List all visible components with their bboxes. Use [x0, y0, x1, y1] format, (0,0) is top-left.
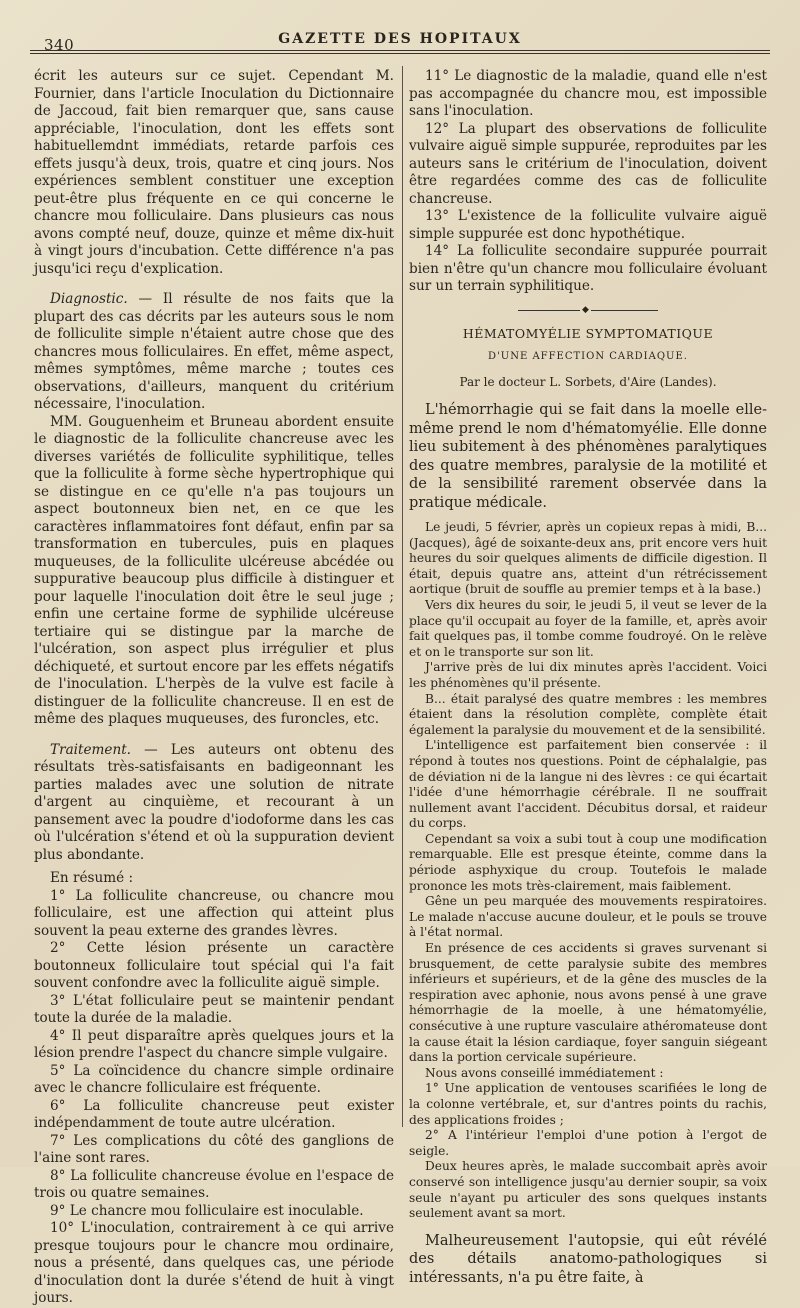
- diagnostic-text: — Il résulte de nos faits que la plupart des cas décrits par les auteurs sous le nom de folliculite simple n'étaient autre chose que des chancres mous folliculaires. En effet, même aspect, mêmes symptômes, même marche ; toutes ces observations, d'ailleurs, manquent du critérium nécessaire, l'inoculation.: [34, 291, 394, 412]
- list-item: 3° L'état folliculaire peut se maintenir pendant toute la durée de la maladie.: [34, 992, 394, 1026]
- list-item: 14° La folliculite secondaire suppurée pourrait bien n'être qu'un chancre mou folliculaire évoluant sur un terrain syphilitique.: [409, 243, 767, 294]
- left-column: [34, 68, 394, 1306]
- list-item: 8° La folliculite chancreuse évolue en l'espace de trois ou quatre semaines.: [34, 1167, 394, 1201]
- article-byline: Par le docteur L. Sorbets, d'Aire (Landes).: [459, 374, 717, 389]
- traitement-label: Traitement.: [50, 741, 131, 758]
- list-item: 7° Les complications du côté des ganglions de l'aine sont rares.: [34, 1132, 394, 1166]
- case-paragraph: En présence de ces accidents si graves survenant si brusquement, de cette paralysie subite des membres inférieurs et supérieurs, et de la gêne des muscles de la respiration avec aphonie, nous avons pensé à une grave hémorrhagie de la moelle, à une hématomyélie, consécutive à une rupture vasculaire athéromateuse dont la cause était la lésion cardiaque, foyer sanguin siégeant dans la portion cervicale supérieure.: [409, 941, 767, 1065]
- list-item: 4° Il peut disparaître après quelques jours et la lésion prendre l'aspect du chancre simple vulgaire.: [34, 1027, 394, 1061]
- conclusions-list: [409, 68, 767, 296]
- resume-list: [34, 888, 394, 1308]
- list-item: 10° L'inoculation, contrairement à ce qui arrive presque toujours pour le chancre mou ordinaire, nous a présenté, dans quelques cas, une période d'inoculation dont la durée s'étend de huit à vingt jours.: [34, 1220, 394, 1306]
- journal-title: GAZETTE DES HOPITAUX: [278, 31, 522, 47]
- list-item: 9° Le chancre mou folliculaire est inoculable.: [50, 1202, 364, 1219]
- case-paragraph: Vers dix heures du soir, le jeudi 5, il veut se lever de la place qu'il occupait au foyer de la famille, et, après avoir fait quelques pas, il tombe comme foudroyé. On le relève et on le transporte sur son lit.: [409, 597, 767, 659]
- intro-paragraph: écrit les auteurs sur ce sujet. Cependant M. Fournier, dans l'article Inoculation du Dictionnaire de Jaccoud, fait bien remarquer que, sans cause appréciable, l'inoculation, dont les effets sont habituellemdnt immédiats, retarde parfois ces effets jusqu'à deux, trois, quatre et cinq jours. Nos expériences semblent constituer une exception peut-être plus fréquente en ce qui concerne le chancre mou folliculaire. Dans plusieurs cas nous avons compté neuf, douze, quinze et même dix-huit à vingt jours d'incubation. Cette différence n'a pas jusqu'ici reçu d'explication.: [34, 68, 394, 277]
- lead-paragraph: L'hémorrhagie qui se fait dans la moelle elle-même prend le nom d'hématomyélie. Elle donne lieu subitement à des phénomènes paralytiques des quatre membres, paralysie de la motilité et de la sensibilité rarement observée dans la pratique médicale.: [409, 402, 767, 511]
- page-number: 340: [44, 36, 75, 54]
- list-item: 11° Le diagnostic de la maladie, quand elle n'est pas accompagnée du chancre mou, est impossible sans l'inoculation.: [409, 68, 767, 119]
- list-item: 12° La plupart des observations de folliculite vulvaire aiguë simple suppurée, reproduites par les auteurs sans le critérium de l'inoculation, doivent être regardées comme des cas de folliculite chancreuse.: [409, 120, 767, 207]
- case-paragraph: Gêne un peu marquée des mouvements respiratoires. Le malade n'accuse aucune douleur, et le pouls se trouve à l'état normal.: [409, 894, 767, 940]
- case-paragraph: J'arrive près de lui dix minutes après l'accident. Voici les phénomènes qu'il présente.: [409, 660, 767, 690]
- case-paragraph: Nous avons conseillé immédiatement :: [425, 1065, 664, 1080]
- list-item: 5° La coïncidence du chancre simple ordinaire avec le chancre folliculaire est fréquente.: [34, 1062, 394, 1096]
- case-paragraph: 2° A l'intérieur l'emploi d'une potion à l'ergot de seigle.: [409, 1128, 767, 1158]
- list-item: 6° La folliculite chancreuse peut exister indépendamment de toute autre ulcération.: [34, 1097, 394, 1131]
- traitement-text: — Les auteurs ont obtenu des résultats très-satisfaisants en badigeonnant les parties malades avec une solution de nitrate d'argent au cinquième, et recourant à un pansement avec la poudre d'iodoforme dans les cas où l'ulcération s'étend et où la suppuration devient plus abondante.: [34, 741, 394, 863]
- list-item: 13° L'existence de la folliculite vulvaire aiguë simple suppurée est donc hypothétique.: [409, 208, 767, 242]
- diagnostic-label: Diagnostic.: [50, 291, 128, 307]
- page-header: [30, 28, 770, 60]
- column-divider: [402, 66, 403, 1127]
- case-paragraph: B... était paralysé des quatre membres : les membres étaient dans la résolution complète, complète était également la paralysie du mouvement et de la sensibilité.: [409, 691, 767, 737]
- right-column: [409, 68, 767, 1286]
- closing-paragraph: Malheureusement l'autopsie, qui eût révélé des détails anatomo-pathologiques si intéressants, n'a pu être faite, à: [409, 1232, 767, 1286]
- diagnostic-paragraph: [34, 291, 394, 414]
- article-title: HÉMATOMYÉLIE SYMPTOMATIQUE: [462, 325, 714, 341]
- list-item: 1° La folliculite chancreuse, ou chancre mou folliculaire, est une affection qui atteint plus souvent la peau externe des grandes lèvres.: [34, 887, 394, 939]
- diagnostic-paragraph-2: MM. Gouguenheim et Bruneau abordent ensuite le diagnostic de la folliculite chancreuse avec les diverses variétés de folliculite syphilitique, telles que la folliculite à forme sèche hypertrophique qui se distingue en ce qu'elle n'a pas toujours un aspect boutonneux bien net, en ce que les caractères inflammatoires font défaut, enfin par sa transformation en tubercules, puis en plaques muqueuses, de la folliculite ulcéreuse abcédée ou suppurative beaucoup plus difficile à distinguer et pour laquelle l'inoculation doit être le seul juge ; enfin une certaine forme de syphilide ulcéreuse tertiaire qui se distingue par la marche de l'ulcération, son aspect plus irrégulier et plus déchiqueté, et surtout encore par les effets négatifs de l'inoculation. L'herpès de la vulve est facile à distinguer de la folliculite chancreuse. Il en est de même des plaques muqueuses, des furoncles, etc.: [34, 413, 394, 727]
- case-paragraph: L'intelligence est parfaitement bien conservée : il répond à toutes nos questions. Point de céphalalgie, pas de déviation ni de la langue ni des lèvres : ce qui écartait l'idée d'une hémorrhagie cérébrale. Il ne souffrait nullement avant l'accident. Décubitus dorsal, et raideur du corps.: [409, 738, 767, 831]
- resume-heading: En résumé :: [50, 870, 134, 886]
- header-rule: [30, 50, 770, 54]
- traitement-paragraph: [34, 742, 394, 865]
- list-item: 2° Cette lésion présente un caractère boutonneux folliculaire tout spécial qui l'a fait souvent confondre avec la folliculite aiguë simple.: [34, 940, 394, 991]
- section-ornament: ◆: [518, 305, 658, 315]
- case-report: [409, 520, 767, 1222]
- case-paragraph: Deux heures après, le malade succombait après avoir conservé son intelligence jusqu'au dernier soupir, sa voix seule n'ayant pu articuler des sons quelques instants seulement avant sa mort.: [409, 1159, 767, 1221]
- case-paragraph: Le jeudi, 5 février, après un copieux repas à midi, B... (Jacques), âgé de soixante-deux ans, prit encore vers huit heures du soir quelques aliments de difficile digestion. Il était, depuis quatre ans, atteint d'un rétrécissement aortique (bruit de souffle au premier temps et à la base.): [409, 520, 767, 597]
- case-paragraph: Cependant sa voix a subi tout à coup une modification remarquable. Elle est presque éteinte, comme dans la période asphyxique du croup. Toutefois le malade prononce les mots très-clairement, mais faiblement.: [409, 831, 767, 893]
- case-paragraph: 1° Une application de ventouses scarifiées le long de la colonne vertébrale, et, sur d'antres points du rachis, des applications froides ;: [409, 1081, 767, 1127]
- article-subtitle: D'UNE AFFECTION CARDIAQUE.: [488, 351, 688, 362]
